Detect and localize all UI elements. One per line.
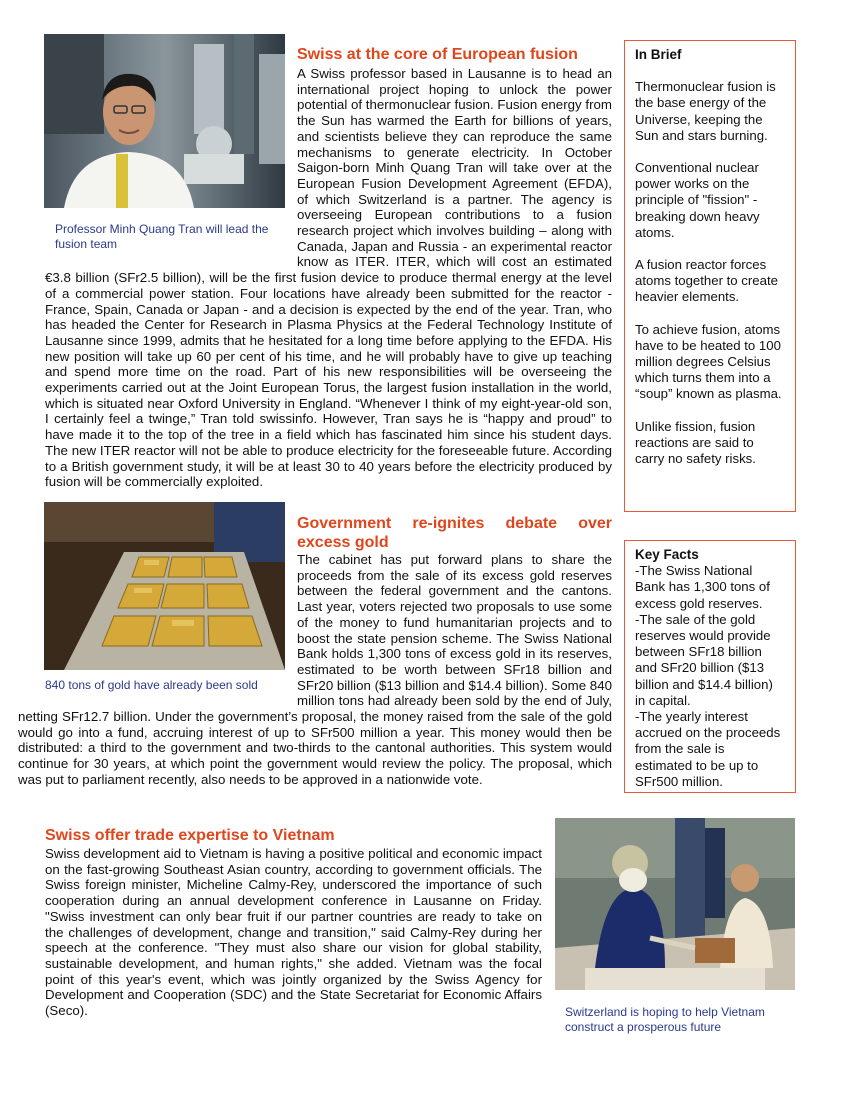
- article2-text: The cabinet has put forward plans to share the proceeds from the sale of its excess gold reserves between the federal government and the cantons. Last year, voters rejected two proposals to use some of the money to fund humanitarian projects and to boost the state pension scheme. The Swiss National Bank holds 1,300 tons of excess gold in its reserves, estimated to be worth between SFr18 billion and SFr20 billion ($13 billion and $14.4 billion). Some 840 million tons had already been sold by the end of July, netting SFr12.7 billion. Under the government’s proposal, the money raised from the sale of the gold would go into a fund, accruing interest of up to SFr500 million a year. This money would then be distributed: a third to the government and two-thirds to the cantonal authorities. This system would continue for 30 years, at which point the government would review the policy. The proposal, which was put to parliament recently, also needs to be approved in a nationwide vote.: [18, 552, 612, 787]
- article3-body: [45, 846, 542, 1019]
- key-facts-title: Key Facts: [635, 547, 699, 562]
- article3-headline: Swiss offer trade expertise to Vietnam: [45, 827, 335, 844]
- in-brief-box: [624, 40, 796, 512]
- in-brief-title: In Brief: [635, 47, 682, 62]
- gold-caption: 840 tons of gold have already been sold: [45, 678, 258, 692]
- article2-body: [18, 552, 612, 788]
- in-brief-paragraph: To achieve fusion, atoms have to be heated to 100 million degrees Celsius which turns them into a “soup” known as plasma.: [635, 321, 782, 402]
- article1-text: A Swiss professor based in Lausanne is to head an international project hoping to unlock the power potential of thermonuclear fusion. Fusion energy from the Sun has warmed the Earth for billions of years, and scientists believe they can reproduce the same mechanisms to generate electricity. In October Saigon-born Minh Quang Tran will take over at the European Fusion Development Agreement (EFDA), of which Switzerland is a partner. The agency is overseeing European contributions to a fusion research project which involves building – along with Canada, Japan and Russia - an experimental reactor know as ITER. ITER, which will cost an estimated €3.8 billion (SFr2.5 billion), will be the first fusion device to produce thermal energy at the level of a commercial power station. Four locations have already been submitted for the reactor - France, Spain, Canada or Japan - and a decision is expected by the end of the year. Tran, who has headed the Center for Research in Plasma Physics at the Federal Technology Institute of Lausanne since 1999, admits that he hesitated for a long time before applying to the EFDA. His new position will take up 60 per cent of his time, and he will probably have to give up teaching and spend more time on the road. Part of his new responsibilities will be overseeing the experiments carried out at the Joint European Torus, the largest fusion installation in the world, which is situated near Oxford University in England. “Whenever I think of my eight-year-old son, I certainly feel a twinge,” Tran told swissinfo. However, Tran says he is “happy and proud” to have made it to the top of the tree in a field which has fascinated him since his student days. The new ITER reactor will not be able to produce electricity for the foreseeable future. According to a British government study, it will be at least 30 to 40 years before the electricity produced by fusion will be commercially exploited.: [45, 66, 612, 490]
- vietnam-caption: Switzerland is hoping to help Vietnam construct a prosperous future: [565, 1005, 765, 1034]
- article1-body: [45, 66, 612, 490]
- vietnam-photo: [555, 818, 795, 990]
- key-fact-item: -The Swiss National Bank has 1,300 tons of excess gold reserves.: [635, 563, 770, 611]
- in-brief-paragraph: Thermonuclear fusion is the base energy of the Universe, keeping the Sun and stars burning.: [635, 79, 776, 143]
- key-fact-item: -The sale of the gold reserves would provide between SFr18 billion and SFr20 billion ($13 billion and $14.4 billion) in capital.: [635, 611, 773, 708]
- in-brief-paragraph: Conventional nuclear power works on the principle of "fission" - breaking down heavy atoms.: [635, 160, 760, 240]
- article1-headline: Swiss at the core of European fusion: [297, 46, 578, 63]
- article3-text: Swiss development aid to Vietnam is having a positive political and economic impact on the fast-growing Southeast Asian country, according to government officials. The Swiss foreign minister, Micheline Calmy-Rey, underscored the importance of such cooperation during an annual development conference in Lausanne on Friday. "Swiss investment can only bear fruit if our partner countries are ready to take on the challenges of development, change and transition," said Calmy-Rey during her speech at the conference. "They must also share our vision for global stability, sustainable development, and human rights," she added. Vietnam was the focal point of this year's event, which was jointly organized by the Swiss Agency for Development and Cooperation (SDC) and the State Secretariat for Economic Affairs (Seco).: [45, 846, 542, 1019]
- vietnam-photo-illustration: [555, 818, 795, 990]
- in-brief-paragraph: A fusion reactor forces atoms together to create heavier elements.: [635, 257, 778, 305]
- professor-caption: Professor Minh Quang Tran will lead the fusion team: [55, 222, 269, 251]
- key-facts-box: [624, 540, 796, 793]
- in-brief-paragraph: Unlike fission, fusion reactions are said to carry no safety risks.: [635, 418, 756, 467]
- key-fact-item: -The yearly interest accrued on the proceeds from the sale is estimated to be up to SFr500 million.: [635, 709, 781, 789]
- article2-headline: Government re-ignites debate over excess gold: [297, 515, 612, 551]
